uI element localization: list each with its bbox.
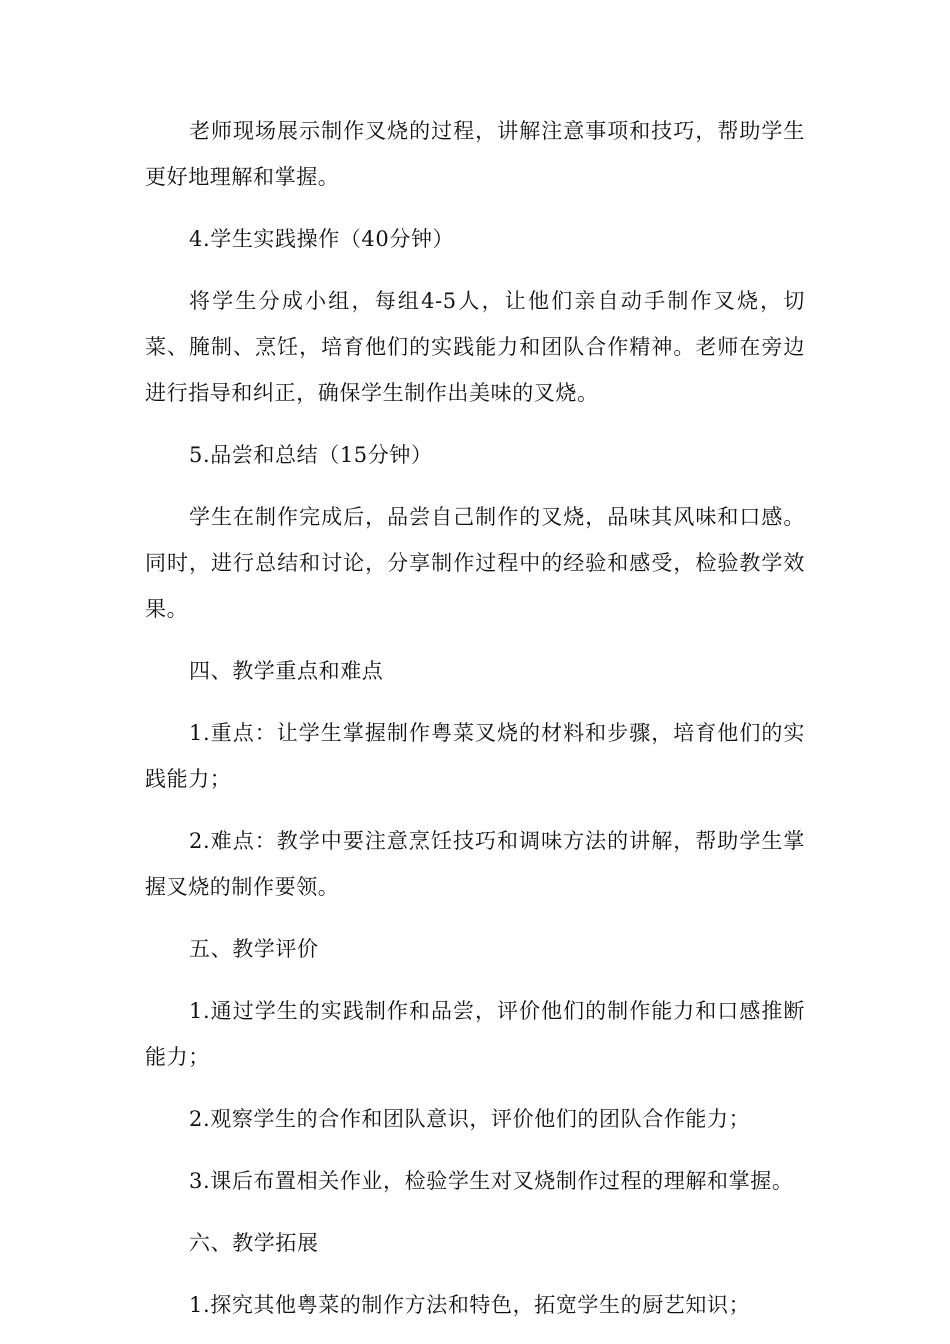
paragraph-evaluation-1: 1.通过学生的实践制作和品尝，评价他们的制作能力和口感推断能力；	[145, 999, 805, 1069]
heading-tasting-summary: 5.品尝和总结（15分钟）	[189, 443, 433, 467]
paragraph-key-point-2: 2.难点：教学中要注意烹饪技巧和调味方法的讲解，帮助学生掌握叉烧的制作要领。	[145, 829, 805, 899]
paragraph-student-practice: 将学生分成小组，每组4-5人，让他们亲自动手制作叉烧，切菜、腌制、烹饪，培育他们的实践能力和团队合作精神。老师在旁边进行指导和纠正，确保学生制作出美味的叉烧。	[145, 289, 805, 405]
heading-student-practice: 4.学生实践操作（40分钟）	[189, 227, 455, 251]
paragraph-key-point-1: 1.重点：让学生掌握制作粤菜叉烧的材料和步骤，培育他们的实践能力；	[145, 721, 805, 791]
heading-extension: 六、教学拓展	[189, 1231, 319, 1255]
document-body	[145, 108, 805, 1344]
heading-evaluation: 五、教学评价	[189, 937, 319, 961]
paragraph-tasting-summary: 学生在制作完成后，品尝自己制作的叉烧，品味其风味和口感。同时，进行总结和讨论，分享制作过程中的经验和感受，检验教学效果。	[145, 505, 805, 621]
paragraph-extension-1: 1.探究其他粤菜的制作方法和特色，拓宽学生的厨艺知识；	[189, 1293, 751, 1317]
paragraph-evaluation-3: 3.课后布置相关作业，检验学生对叉烧制作过程的理解和掌握。	[189, 1169, 794, 1193]
heading-key-points: 四、教学重点和难点	[189, 659, 384, 683]
paragraph-evaluation-2: 2.观察学生的合作和团队意识，评价他们的团队合作能力；	[189, 1107, 751, 1131]
paragraph-demo-process: 老师现场展示制作叉烧的过程，讲解注意事项和技巧，帮助学生更好地理解和掌握。	[145, 119, 805, 189]
